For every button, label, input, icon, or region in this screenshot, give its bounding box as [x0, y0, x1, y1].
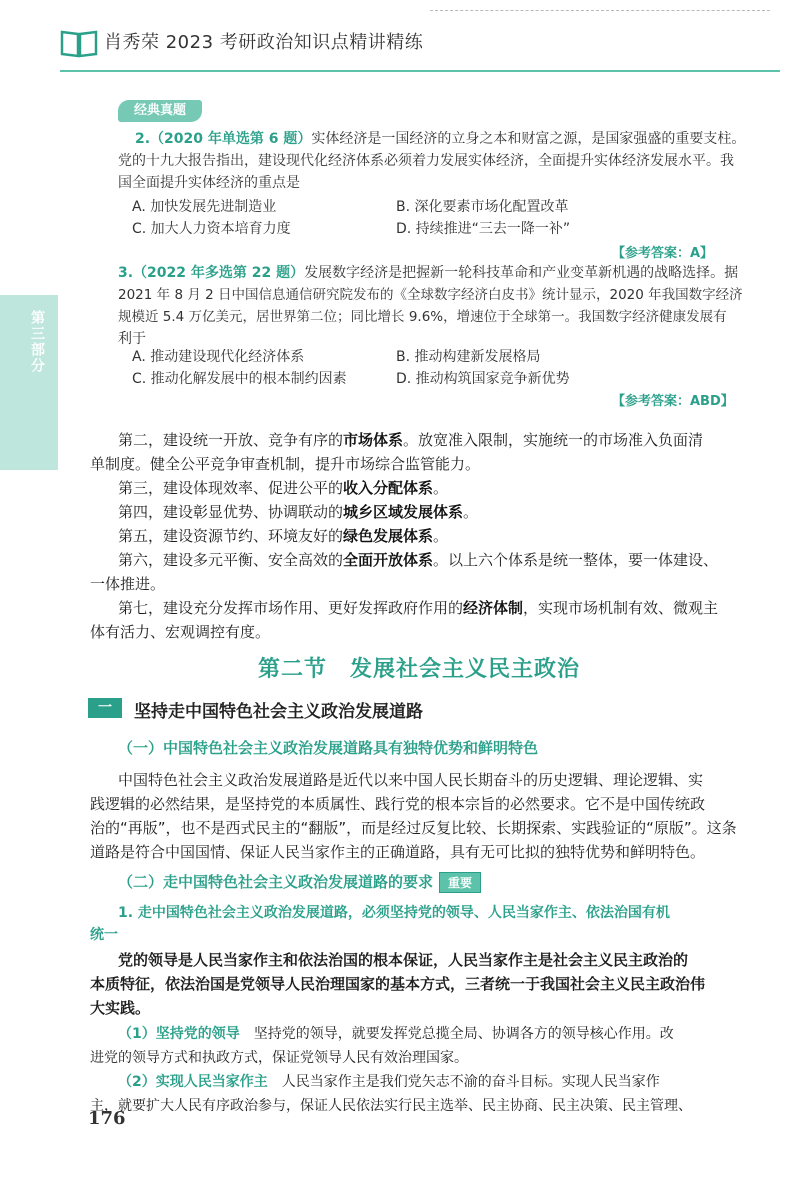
system-2-line2: 单制度。健全公平竞争审查机制，提升市场综合监管能力。 — [90, 455, 481, 473]
para2-line1: 党的领导是人民当家作主和依法治国的根本保证，人民当家作主是社会主义民主政治的 — [118, 951, 689, 969]
para1-line2: 践逻辑的必然结果，是坚持党的本质属性、践行党的根本宗旨的必然要求。它不是中国传统政 — [90, 795, 706, 813]
header-title: 肖秀荣 2023 考研政治知识点精讲精练 — [104, 32, 424, 53]
q3-answer: 【参考答案：ABD】 — [612, 394, 734, 409]
q2-answer: 【参考答案：A】 — [612, 246, 714, 261]
q3-line1: 3.（2022 年多选第 22 题）发展数字经济是把握新一轮科技革命和产业变革新机遇的战略选择。据 — [118, 265, 739, 281]
system-5: 第五，建设资源节约、环境友好的绿色发展体系。 — [118, 527, 449, 545]
q2-source: 2.（2020 年单选第 6 题） — [135, 131, 312, 147]
system-2-line1: 第二，建设统一开放、竞争有序的市场体系。放宽准入限制，实施统一的市场准入负面清 — [118, 431, 704, 449]
item1-label: （1）坚持党的领导 — [118, 1026, 240, 1042]
system-6-line1: 第六，建设多元平衡、安全高效的全面开放体系。以上六个体系是统一整体，要一体建设、 — [118, 551, 719, 569]
open-book-icon — [60, 28, 98, 58]
subheading-2: （二）走中国特色社会主义政治发展道路的要求 — [118, 873, 434, 891]
side-tab-label: 第三部分 — [29, 310, 45, 374]
subheading-1: （一）中国特色社会主义政治发展道路具有独特优势和鲜明特色 — [118, 739, 539, 757]
important-tag: 重要 — [439, 872, 481, 893]
para1-line4: 道路是符合中国国情、保证人民当家作主的正确道路，具有无可比拟的独特优势和鲜明特色。 — [90, 843, 706, 861]
section-title: 第二节 发展社会主义民主政治 — [258, 657, 581, 682]
q2-option-d: D. 持续推进“三去一降一补” — [396, 221, 571, 237]
para1-line1: 中国特色社会主义政治发展道路是近代以来中国人民长期奋斗的历史逻辑、理论逻辑、实 — [118, 771, 704, 789]
header-rule — [60, 70, 780, 72]
para1-line3: 治的“再版”，也不是西式民主的“翻版”，而是经过反复比较、长期探索、实践验证的“原版”。这条 — [90, 819, 737, 837]
q3-line3: 规模近 5.4 万亿美元，居世界第二位；同比增长 9.6%，增速位于全球第一。我国数字经济健康发展有 — [118, 309, 727, 325]
q3-option-d: D. 推动构筑国家竞争新优势 — [396, 371, 570, 387]
q3-option-a: A. 推动建设现代化经济体系 — [132, 349, 305, 365]
point1-line2: 统一 — [90, 927, 118, 943]
system-6-line2: 一体推进。 — [90, 575, 166, 593]
point1-line1: 1. 走中国特色社会主义政治发展道路，必须坚持党的领导、人民当家作主、依法治国有机 — [118, 905, 670, 921]
system-3: 第三，建设体现效率、促进公平的收入分配体系。 — [118, 479, 449, 497]
section-number-badge: 一 — [88, 698, 122, 718]
q2-option-a: A. 加快发展先进制造业 — [132, 199, 277, 215]
q3-source: 3.（2022 年多选第 22 题） — [118, 265, 305, 281]
q2-option-c: C. 加大人力资本培育力度 — [132, 221, 291, 237]
system-4: 第四，建设彰显优势、协调联动的城乡区域发展体系。 — [118, 503, 479, 521]
exam-badge: 经典真题 — [118, 100, 202, 122]
q2-line3: 国全面提升实体经济的重点是 — [118, 175, 300, 191]
item2-line1: （2）实现人民当家作主 人民当家作主是我们党矢志不渝的奋斗目标。实现人民当家作 — [118, 1074, 660, 1090]
item1-line2: 进党的领导方式和执政方式，保证党领导人民有效治理国家。 — [90, 1050, 468, 1066]
para2-line3: 大实践。 — [90, 999, 151, 1017]
item2-label: （2）实现人民当家作主 — [118, 1074, 268, 1090]
q3-option-b: B. 推动构建新发展格局 — [396, 349, 541, 365]
item2-line2: 主，就要扩大人民有序政治参与，保证人民依法实行民主选举、民主协商、民主决策、民主管理、 — [90, 1098, 692, 1114]
page-number: 176 — [88, 1108, 126, 1129]
q3-line2: 2021 年 8 月 2 日中国信息通信研究院发布的《全球数字经济白皮书》统计显示，2020 年我国数字经济 — [118, 287, 743, 303]
q3-option-c: C. 推动化解发展中的根本制约因素 — [132, 371, 347, 387]
top-strip — [430, 10, 770, 25]
q2-line2: 党的十九大报告指出，建设现代化经济体系必须着力发展实体经济，全面提升实体经济发展水平。我 — [118, 153, 734, 169]
system-7-line1: 第七，建设充分发挥市场作用、更好发挥政府作用的经济体制，实现市场机制有效、微观主 — [118, 599, 719, 617]
para2-line2: 本质特征，依法治国是党领导人民治理国家的基本方式，三者统一于我国社会主义民主政治伟 — [90, 975, 706, 993]
system-7-line2: 体有活力、宏观调控有度。 — [90, 623, 271, 641]
q2-option-b: B. 深化要素市场化配置改革 — [396, 199, 569, 215]
item1-line1: （1）坚持党的领导 坚持党的领导，就要发挥党总揽全局、协调各方的领导核心作用。改 — [118, 1026, 674, 1042]
section-heading: 坚持走中国特色社会主义政治发展道路 — [134, 702, 423, 722]
subheading-2-row — [118, 871, 481, 893]
q2-line1: 2.（2020 年单选第 6 题）实体经济是一国经济的立身之本和财富之源，是国家强盛的重要支柱。 — [135, 131, 746, 147]
q3-line4: 利于 — [118, 331, 146, 347]
